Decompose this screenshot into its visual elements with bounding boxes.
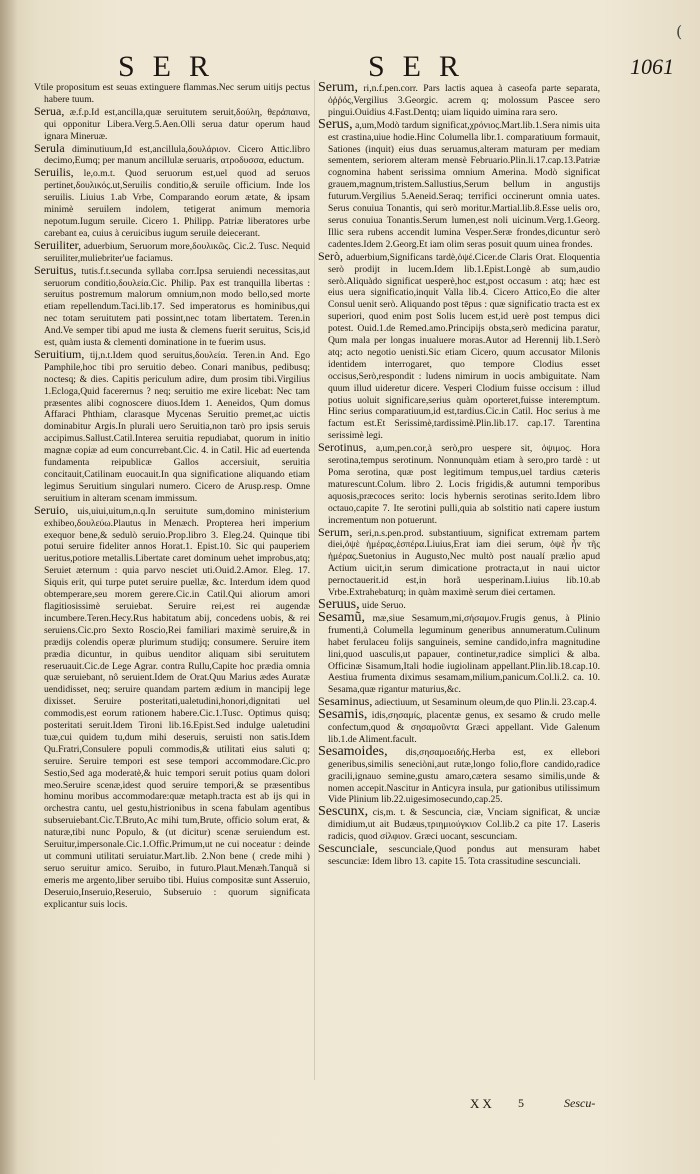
entry-text: a,um,pen.cor,à serò,pro uespere sit, ὀψιμος. Hora serotina,tempus serotinum. Nonnunquàm etiam à sero,pro tardè : ut Poma serotina, quæ post legitimum tempus,uel tardius cæteris maturescunt.Colum. libro 2. Locis frigidis,& autumni temporibus aquosis,præcoces serito: locis hybernis serotinas serito.Idem libro octauo,capite 7. Ite serotini pulli,quia ab solstitio nati capere iustum incrementum non potuerunt.	[328, 443, 600, 526]
entry-text: mæ,siue Sesamum,mi,σήσαμον.Frugis genus, à Plinio frumenti,à Columella leguminum generibus annumeratum.Culinum habet ferulaceu folijs sanguineis, semine candido,infra magnitudine lini,quod uasculis,ut papauer, continetur,radice simplici & alba. Officinæ Sisamum,Itali hodie iugiolinam appellant.Plin.lib.18.cap.10. Aestiua frumenta diximus sesamam,milium,panicum.Col.li.2. ca. 10. Sesama,quæ rigantur maturius,&c.	[328, 612, 600, 696]
column-divider	[314, 80, 315, 1080]
entry-headword: Sesamis,	[318, 707, 368, 723]
dictionary-entry	[318, 442, 600, 526]
entry-text: seri,n.s.pen.prod. substantiuum, significat extremam partem diei,ὀψὲ ἡμέρας,ἑσπέρα.Liuius,Erat iam diei serum, ὀψὲ ἦν τῆς ἡμέρας.Suetonius in Augusto,Nec multò post naualí prælio apud Actium uicit,in serum dimicatione protracta,ut in naui uictor pernoctauerit.id est,in horã uesperinam.Liuius lib.10.ab Vrbe.Extrahebaturq; in quàm maximè serum diei certamen.	[328, 527, 600, 599]
entry-headword: Serus,	[318, 116, 353, 132]
right-column	[318, 82, 600, 1092]
entry-text: aduerbium,Significans tardè,ὀψέ.Cicer.de Claris Orat. Eloquentia serò prodijt in lucem.Idem lib.1.Epist.Longè ab sum,audio serò.Aliquàdo significat uesperè,hoc est,post occasum : atq; hæc est eius uera significatio,inquit Valla lib.4. Cicero Attico,Eo die alter Consul uenit serò. Aliquando post tēpus : quæ significatio tracta est ex superiori, quod enim post Solis lucem est,id uerè post tempus dici potest. Ouid.1.de Remed.amo.Principijs obsta,serò medicina paratur, Qum mala per longas inualuere moras.Autor ad Herennij lib.1.Serò atq; acto negotio uenisti.Sic etiam Cicero, quum accusator Milonis identidem interrogaret, quo tempore Clodius esset occisus,Serò,respondit : ludens nimirum in uocis ambiguitate. Nam quum illud uideretur dicere. Vesperi Clodium fuisse occisum : illud potius uoluit significare,serius quàm oporteret,fuisse interemptum. Hinc serius comparatiuum,id est,tardius.Cic.in Catil. Hoc serius à me factum est.Et Serissimè,tardissimè.Plin.lib.17. cap.17. Tarentina serissimè legi.	[328, 251, 600, 442]
entry-headword: Serotinus,	[318, 440, 367, 455]
signature-mark: XX	[470, 1096, 495, 1111]
dictionary-entry	[34, 262, 310, 349]
entry-headword: Serò,	[318, 248, 343, 263]
entry-headword: Sesamoides,	[318, 743, 388, 759]
entry-headword: Serum,	[318, 82, 359, 95]
entry-text: sescunciale,Quod pondus aut mensuram habet sescunciæ: Idem libro 13. capite 15. Tota crassitudine sescunciali.	[328, 844, 600, 867]
dictionary-entry	[318, 248, 600, 443]
page-number: 1061	[630, 54, 674, 79]
entry-text: Vtile propositum est seuas extinguere flammas.Nec serum uitijs pectus habere tuum.	[34, 82, 310, 105]
entry-text: a,um,Modò tardum significat,χρόνιος.Mart.lib.1.Sera nimis uita est crastina,uiue hodie.Hinc Columella libr.1. comparatiuum formauit, Sationes (inquit) eius duas seruamus,alteram maturam per mediam sementem, seriorem alteram mensè Februario.Plin.li.17.cap.13.Patriæ cognomina habent serissima omnium Amerina. Modò significat grauem,magnum,tristem.Sallustius,Serum bellum in angustijs futurum.Vergilius 5.Aeneid.Seraq; terrifici occinerunt omnia uates. Serus conuiua Tonantis, qui serò moritur.Martial.lib.8.Esse uelis oro, serus conuiua Tonantis.Serum lumen,est noli uicinum.Verg.1.Georg. Illic sera rubens accendit lumina Vesper.Seræ frondes,dicuntur serò cadentes.Idem 2.Georg.Et iam olim seras posuit quum uinea frondes.	[328, 119, 600, 250]
entry-headword: Sesamũ,	[318, 609, 366, 625]
page-footer	[470, 1096, 640, 1116]
running-head-left: SER	[118, 50, 228, 83]
entry-headword: Seruus,	[318, 596, 360, 612]
corner-mark: (	[676, 22, 683, 41]
entry-headword: Serum,	[318, 524, 353, 539]
entry-text: adiectiuum, ut Sesaminum oleum,de quo Plin.li. 23.cap.4.	[374, 697, 597, 709]
dictionary-entry	[318, 82, 600, 119]
dictionary-entry	[318, 609, 600, 696]
dictionary-entry	[318, 843, 600, 868]
dictionary-entry	[34, 140, 310, 168]
entry-text: tutis.f.t.secunda syllaba corr.Ipsa seruiendi necessitas,aut seruorum conditio,δουλεία.Cic. Philip. Pax est tranquilla libertas : seruitus postremum malorum omnium,non modo bello,sed morte etiam repellendum.Taci.lib.17. Sed imperatorus es hominibus,qui nec totam seruitutem pati possint,nec totam libertatem. Teren.in And.Ve semper tibi apud me iusta & clemens fuerit seruitus, Scis,id est, quàm iusta & clementi dominatione in te fuerim usus.	[44, 265, 310, 349]
entry-headword: Seruitus,	[34, 262, 77, 277]
dictionary-entry	[34, 103, 310, 143]
entry-headword: Seruilis,	[34, 165, 74, 180]
dictionary-entry	[34, 167, 310, 239]
dictionary-entry	[34, 502, 310, 911]
dictionary-entry	[318, 743, 600, 807]
entry-text: dis,σησαμοειδής.Herba est, ex ellebori generibus,similis seneciòni,aut rutæ,longo folio,flore candido,radice gracili,ignauo semine,gustu amaro,cætera sesamo similis,unde & nomen accepit.Nascitur in Anticyra insula, pur gationibus utilissimum Vide Plinium lib.22.uigesimosecundo,cap.25.	[328, 746, 600, 806]
dictionary-entry	[318, 524, 600, 599]
left-column	[34, 82, 310, 1092]
entry-text: cis,m. t. & Sescuncia, ciæ, Vnciam significat, & unciæ dimidium,ut ait Budæus,τριημιούγκιον Col.lib.2 ca pite 17. Laseris radicis, quod σίλφιον. Græci uocant, sescunciam.	[328, 807, 600, 843]
entry-headword: Serua,	[34, 103, 65, 118]
dictionary-entry	[318, 806, 600, 843]
running-head-right: SER	[368, 50, 478, 83]
entry-headword: Seruitium,	[34, 346, 85, 361]
entry-headword: Sesaminus,	[318, 694, 373, 709]
entry-text: ri,n.f.pen.corr. Pars lactis aquea à caseofa parte separata, ὀῤῥός,Vergilius 3.Georgic. acrem q; molossum Pascee sero pingui.Ouidius 4.Fast.Dentq; uiam liquido uimina rara sero.	[328, 83, 600, 118]
leaf-number: 5	[518, 1096, 524, 1110]
entry-text: tij,n.t.Idem quod seruitus,δουλεία. Teren.in And. Ego Pamphile,hoc tibi pro seruitio debeo. Conari manibus, pedibusq; noctesq; & dies. Capitis periculum adire, dum prosim tibi.Virgilius 1.Ecloga,Quid facerernus ? neq; seruitio me exire licebat: Nec tam præsentes alibi cognoscere diuos.Idem 1. Aeneidos, Qum domus Affaraci Phthiam, clarasque Mycenas Seruitio premet,ac uictis dominabitur Argis.In plurali uero Seruitia,non tarò pro ipsis seruis accipimus.Sallust.Catil.Interea seruitia repudiabat, quorum in initio magnæ copiæ ad eum concurrebant.Cic. 4. in Catil. Hic ad euertenda fundamenta reipublicæ Gallos accersiuit, seruitia concitauit,Catilinam euocauit.In qua significatione aliquando etiam legimus Seruitium singulari numero. Cicero de Arusp.resp. Omne seruitium in alteram scenam immissum.	[44, 349, 310, 504]
entry-headword: Sescunciale,	[318, 841, 378, 856]
entry-text: aduerbium, Seruorum more,δουλικῶς. Cic.2. Tusc. Nequid seruiliter,muliebriter'ue faciamus.	[44, 240, 310, 264]
entry-text: æ.f.p.Id est,ancilla,quæ seruitutem seruit,δούλη, θεράπαινα, qui opponitur Libera.Verg.5.Aen.Olli serua datur operum haud ignara Mineruæ.	[44, 106, 310, 142]
entry-headword: Seruio,	[34, 502, 69, 517]
dictionary-entry	[34, 346, 310, 505]
entry-text: uis,uiui,uitum,n.q.In seruitute sum,domino ministerium exhibeo,δουλεύω.Plautus in Menæch. Propterea heri imperium exequor bene,& sedulò seruio.Prop.libro 3. Eleg.24. Quinque tibi potui seruire fideliter annos Horat.1. Epist.10. Sic qui pauperiem ueritus,potiore metallis.Libertate caret dominum uehet improbus,atq; Seruiet æternum : quia parvo nesciet uti.Ouid.2.Amor. Eleg. 17. Siquis erit, qui turpe putet seruire puellæ, &c. Interdum idem quod obtemperare,seu morem gerere.Cic.in Catil.Qui aliorum amori flagitiosissimè seruiebat. Seruire rei,est rei augendæ incumbere.Teren.Hecy.Rus habitatum abij, concedens uobis, & rei seruiens.Cic.pro Sexto Roscio,Rei familiari maximè seruire,& in prædijs colendis operæ plurimum studijq; consumere. Seruire item prædia dicuntur, in quibus uenditor aliquam sibi seruitutem reseruauit.Cic.de Lege Agrar. contra Rullu,Capite hoc prædia omnia quæ seruiebant, nô seruient.Idem de Orat.Quu Marius ædes Auratæ uendidisset, neq; seruire quandam partem ædium in mancipij lege dixisset. Seruire posteritati,ualetudini,honori,dignitati uel commodis,est eorum rationem habere.Cic.1.Tusc. Optimus quisq; posteritati seruit.Idem Tironi lib.16.Epist.Sed indulge ualetudini tuæ,cui quidem tu,dum mihi deseruis, seruisti non satis.Idem Qu.Fratri,Consulere populi commodis,& utilitati eius saluti q; seruire. Seruire tempori est sese tempori accommodare.Cic.pro Sestio,Sed aga moderatè,& huic tempori seruit potius quam dolori meo.Seruire scenæ,idest quod seruire tempori,& se præsentibus hominu moribus accommodare:quæ metaph.tracta est ab ijs qui in orchestra cantu, uel gestu,histrionibus in scena fabulam agentibus subseruiebant.Cic.T.Bruto,Ac mihi tum,Brute, officio solum erat, & naturæ,tibi nunc Populo, & (ut dicitur) scenæ seruiendum est. Seruitur,impersonale.Cic.1.Offic.Primum,ut ne cui noceatur : deinde ut communi utilitati seruiatur.Mart.lib. 2.Non bene ( crede mihi ) seruo seruitur amico. Seruibo, in futuro.Plaut.Menæh.Tanquã si emeris me argento,liber seruibo tibi. Huius compositæ sunt Asseruio, Deseruio,Inseruio,Reseruio, Subseruio : quorum significata explicantur suis locis.	[44, 505, 310, 910]
entry-text: diminutiuum,Id est,ancillula,δουλάριον. Cicero Attic.libro decimo,Eumq; per manum ancillulæ seruaris, ατροδυσσα, eductum.	[44, 143, 310, 167]
dictionary-entry	[34, 237, 310, 265]
entry-headword: Serula	[34, 140, 65, 155]
entry-text: le,o.m.t. Quod seruorum est,uel quod ad seruos pertinet,δουλικός.ut,Seruilis conditio,& seruile officium. Inde los seruilis. Liuius 1.ab Vrbe, Comparando eorum ætate, & ipsam minimè seruilem indolem, tetigerat animum memoria nepotum.Iugum seruile. Cicero 1. Philipp. Patriæ liberatores urbe carebant ea, cuius à ceruicibus iugum seruile deiecerant.	[44, 168, 310, 239]
dictionary-entry	[318, 116, 600, 251]
entry-text: uide Seruo.	[362, 599, 406, 611]
entry-text: idis,σησαμίς, placentæ genus, ex sesamo & crudo melle confectum,quod & σησαμοῦντα Græci appellant. Vide Galenum lib.1.de Aliment.facult.	[328, 710, 600, 745]
entry-headword: Seruiliter,	[34, 237, 82, 252]
catchword: Sescu-	[564, 1096, 596, 1110]
dictionary-entry	[34, 82, 310, 106]
dictionary-entry	[318, 709, 600, 746]
entry-headword: Sescunx,	[318, 804, 369, 820]
gutter-shadow	[0, 0, 18, 1174]
